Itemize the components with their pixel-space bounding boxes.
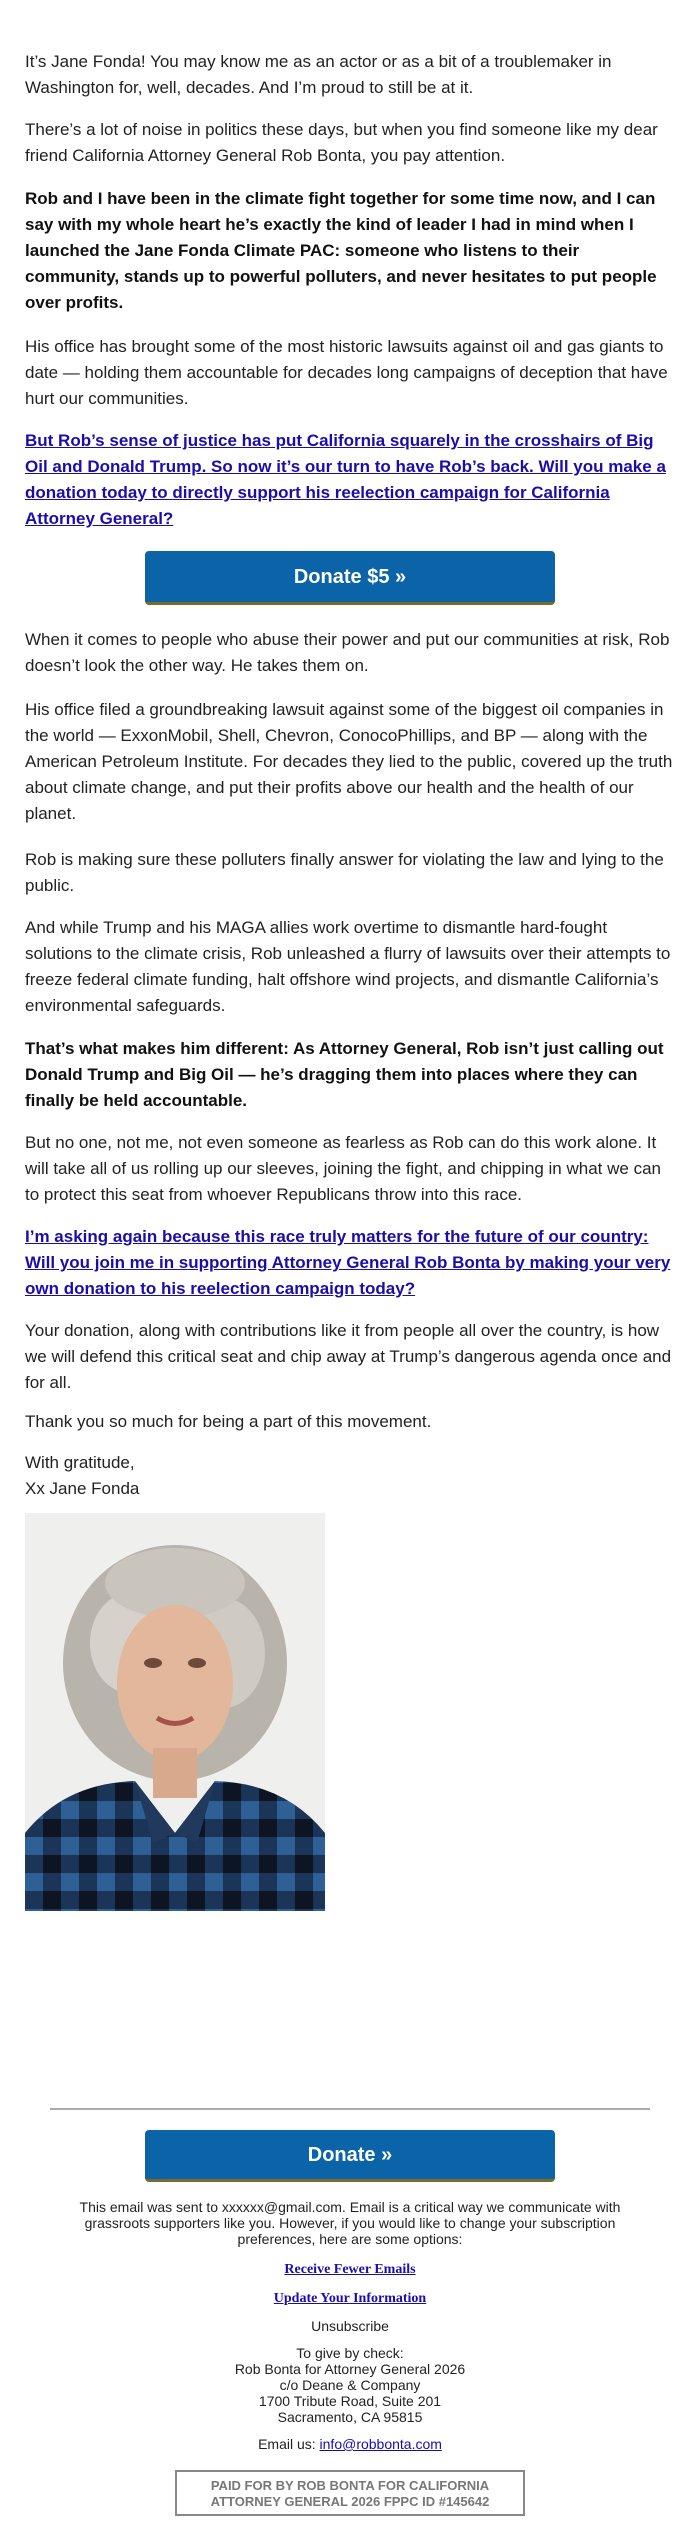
portrait-image [25, 1513, 325, 1911]
subscription-notice: This email was sent to xxxxxx@gmail.com. Email is a critical way we communicate with grassroots supporters like you. However, if you would like to change your subscription preferences, here are some options: [79, 2199, 621, 2247]
paragraph-different: That’s what makes him different: As Attorney General, Rob isn’t just calling out Donald Trump and Big Oil — he’s dragging them into places where they can finally be held accountable. [25, 1039, 664, 1110]
email-us-line [50, 2436, 650, 2452]
address-line-1: Rob Bonta for Attorney General 2026 [234, 2361, 466, 2377]
paragraph-oil-lawsuit: His office filed a groundbreaking lawsuit against some of the biggest oil companies in the world — ExxonMobil, Shell, Chevron, ConocoPhillips, and BP — along with the American Petroleum Institute. For decades they lied to the public, covered up the truth about climate change, and put their profits above our health and the health of our planet. [25, 700, 673, 823]
paragraph-polluters: Rob is making sure these polluters finally answer for violating the law and lying to the public. [25, 850, 664, 895]
footer-donate-button[interactable]: Donate » [145, 2130, 555, 2182]
jane-fonda-photo [25, 1513, 325, 1911]
email-address-link[interactable]: info@robbonta.com [319, 2436, 442, 2452]
signature-block [25, 1450, 139, 1502]
paragraph-your-donation: Your donation, along with contributions like it from people all over the country, is how we will defend this critical seat and chip away at Trump’s dangerous agenda once and for all. [25, 1321, 672, 1392]
paragraph-lawsuits: His office has brought some of the most historic lawsuits against oil and gas giants to date — holding them accountable for decades long campaigns of deception that have hurt our communities. [25, 337, 668, 408]
update-information-link[interactable]: Update Your Information [273, 2291, 427, 2306]
check-heading: To give by check: [296, 2345, 404, 2361]
paragraph-ask-link [25, 428, 675, 532]
donate-5-button[interactable]: Donate $5 » [145, 551, 555, 605]
paragraph-not-alone: But no one, not me, not even someone as fearless as Rob can do this work alone. It will take all of us rolling up our sleeves, joining the fight, and chipping in what we can to protect this seat from whoever Republicans throw into this race. [25, 1133, 661, 1204]
signature-name: Xx Jane Fonda [25, 1479, 140, 1498]
donate-ask-link-1[interactable]: But Rob’s sense of justice has put California squarely in the crosshairs of Big Oil and Donald Trump. So now it’s our turn to have Rob’s back. Will you make a donation today to directly support his reelection campaign for California Attorney General? [25, 431, 666, 528]
paragraph-thank-you: Thank you so much for being a part of this movement. [25, 1412, 432, 1431]
receive-fewer-emails-link[interactable]: Receive Fewer Emails [284, 2262, 416, 2277]
paragraph-ask-link-2 [25, 1224, 675, 1302]
paragraph-abuse-power: When it comes to people who abuse their power and put our communities at risk, Rob doesn’t look the other way. He takes them on. [25, 630, 670, 675]
paragraph-intro: It’s Jane Fonda! You may know me as an actor or as a bit of a troublemaker in Washington for, well, decades. And I’m proud to still be at it. [25, 52, 612, 97]
address-line-3: 1700 Tribute Road, Suite 201 [258, 2393, 442, 2409]
unsubscribe-link[interactable]: Unsubscribe [311, 2318, 389, 2334]
address-line-4: Sacramento, CA 95815 [277, 2409, 423, 2425]
email-label: Email us: [258, 2436, 316, 2452]
footer [50, 2199, 650, 2452]
paid-line-1: PAID FOR BY ROB BONTA FOR CALIFORNIA [210, 2478, 490, 2493]
paragraph-maga: And while Trump and his MAGA allies work overtime to dismantle hard-fought solutions to the climate crisis, Rob unleashed a flurry of lawsuits over their attempts to freeze federal climate funding, halt offshore wind projects, and dismantle California’s environmental safeguards. [25, 918, 671, 1015]
paid-line-2: ATTORNEY GENERAL 2026 FPPC ID #145642 [210, 2494, 490, 2509]
paid-for-disclaimer [175, 2470, 525, 2516]
address-line-2: c/o Deane & Company [279, 2377, 421, 2393]
paragraph-noise: There’s a lot of noise in politics these days, but when you find someone like my dear friend California Attorney General Rob Bonta, you pay attention. [25, 120, 658, 165]
donate-ask-link-2[interactable]: I’m asking again because this race truly matters for the future of our country: Will you join me in supporting Attorney General Rob Bonta by making your very own donation to his reelection campaign today? [25, 1227, 671, 1298]
footer-divider [50, 2108, 650, 2110]
closing-text: With gratitude, [25, 1453, 135, 1472]
paragraph-climate-fight: Rob and I have been in the climate fight together for some time now, and I can say with my whole heart he’s exactly the kind of leader I had in mind when I launched the Jane Fonda Climate PAC: someone who listens to their community, stands up to powerful polluters, and never hesitates to put people over profits. [25, 189, 657, 312]
